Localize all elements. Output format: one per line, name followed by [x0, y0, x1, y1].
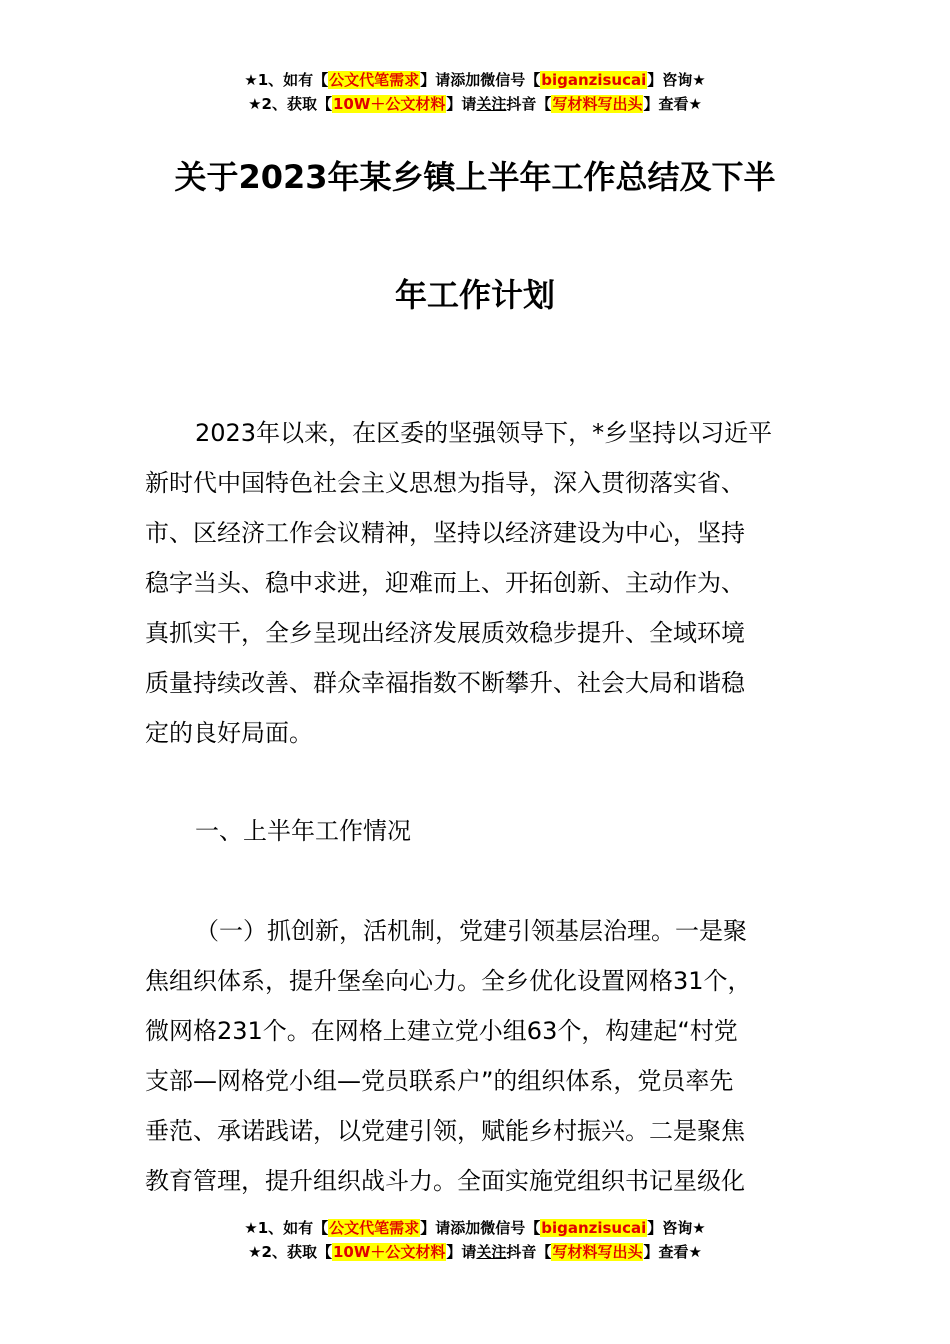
- highlight-writing-service: 公文代笔需求: [329, 1219, 420, 1237]
- banner-line-1: ★1、如有【公文代笔需求】请添加微信号【biganzisucai】咨询★: [244, 1219, 706, 1237]
- highlight-douyin-account: 写材料写出头: [552, 1243, 643, 1261]
- document-title-line-2: 年工作计划: [394, 276, 555, 314]
- paragraph-line: 稳字当头、稳中求进，迎难而上、开拓创新、主动作为、: [145, 569, 745, 597]
- follow-text: 关注: [476, 95, 507, 113]
- highlight-wechat-id: biganzisucai: [541, 71, 647, 89]
- paragraph-line: 支部—网格党小组—党员联系户”的组织体系，党员率先: [145, 1067, 734, 1095]
- bottom-banner: [0, 1216, 950, 1264]
- section-heading-text: 一、上半年工作情况: [195, 817, 411, 845]
- paragraph-line: 真抓实干，全乡呈现出经济发展质效稳步提升、全域环境: [145, 619, 745, 647]
- intro-paragraph: [145, 408, 813, 758]
- paragraph-line: 微网格231个。在网格上建立党小组63个，构建起“村党: [145, 1017, 738, 1045]
- follow-text: 关注: [476, 1243, 507, 1261]
- paragraph-line: 市、区经济工作会议精神，坚持以经济建设为中心，坚持: [145, 519, 745, 547]
- paragraph-line: 垂范、承诺践诺，以党建引领，赋能乡村振兴。二是聚焦: [145, 1117, 745, 1145]
- highlight-materials: 10W＋公文材料: [332, 1243, 446, 1261]
- document-title-line-1: 关于2023年某乡镇上半年工作总结及下半: [174, 158, 776, 196]
- section-heading: [145, 806, 813, 856]
- highlight-materials: 10W＋公文材料: [332, 95, 446, 113]
- paragraph-line: 新时代中国特色社会主义思想为指导，深入贯彻落实省、: [145, 469, 745, 497]
- highlight-wechat-id: biganzisucai: [541, 1219, 647, 1237]
- banner-line-2: ★2、获取【10W＋公文材料】请关注抖音【写材料写出头】查看★: [248, 95, 702, 113]
- banner-line-1: ★1、如有【公文代笔需求】请添加微信号【biganzisucai】咨询★: [244, 71, 706, 89]
- highlight-writing-service: 公文代笔需求: [329, 71, 420, 89]
- banner-line-2: ★2、获取【10W＋公文材料】请关注抖音【写材料写出头】查看★: [248, 1243, 702, 1261]
- paragraph-line: 2023年以来，在区委的坚强领导下，*乡坚持以习近平: [195, 419, 773, 447]
- highlight-douyin-account: 写材料写出头: [552, 95, 643, 113]
- paragraph-line: 质量持续改善、群众幸福指数不断攀升、社会大局和谐稳: [145, 669, 745, 697]
- paragraph-line: 教育管理，提升组织战斗力。全面实施党组织书记星级化: [145, 1167, 745, 1195]
- top-banner: [0, 68, 950, 116]
- paragraph-line: （一）抓创新，活机制，党建引领基层治理。一是聚: [195, 917, 747, 945]
- paragraph-line: 定的良好局面。: [145, 719, 313, 747]
- section-paragraph: [145, 906, 813, 1206]
- paragraph-line: 焦组织体系，提升堡垒向心力。全乡优化设置网格31个，: [145, 967, 752, 995]
